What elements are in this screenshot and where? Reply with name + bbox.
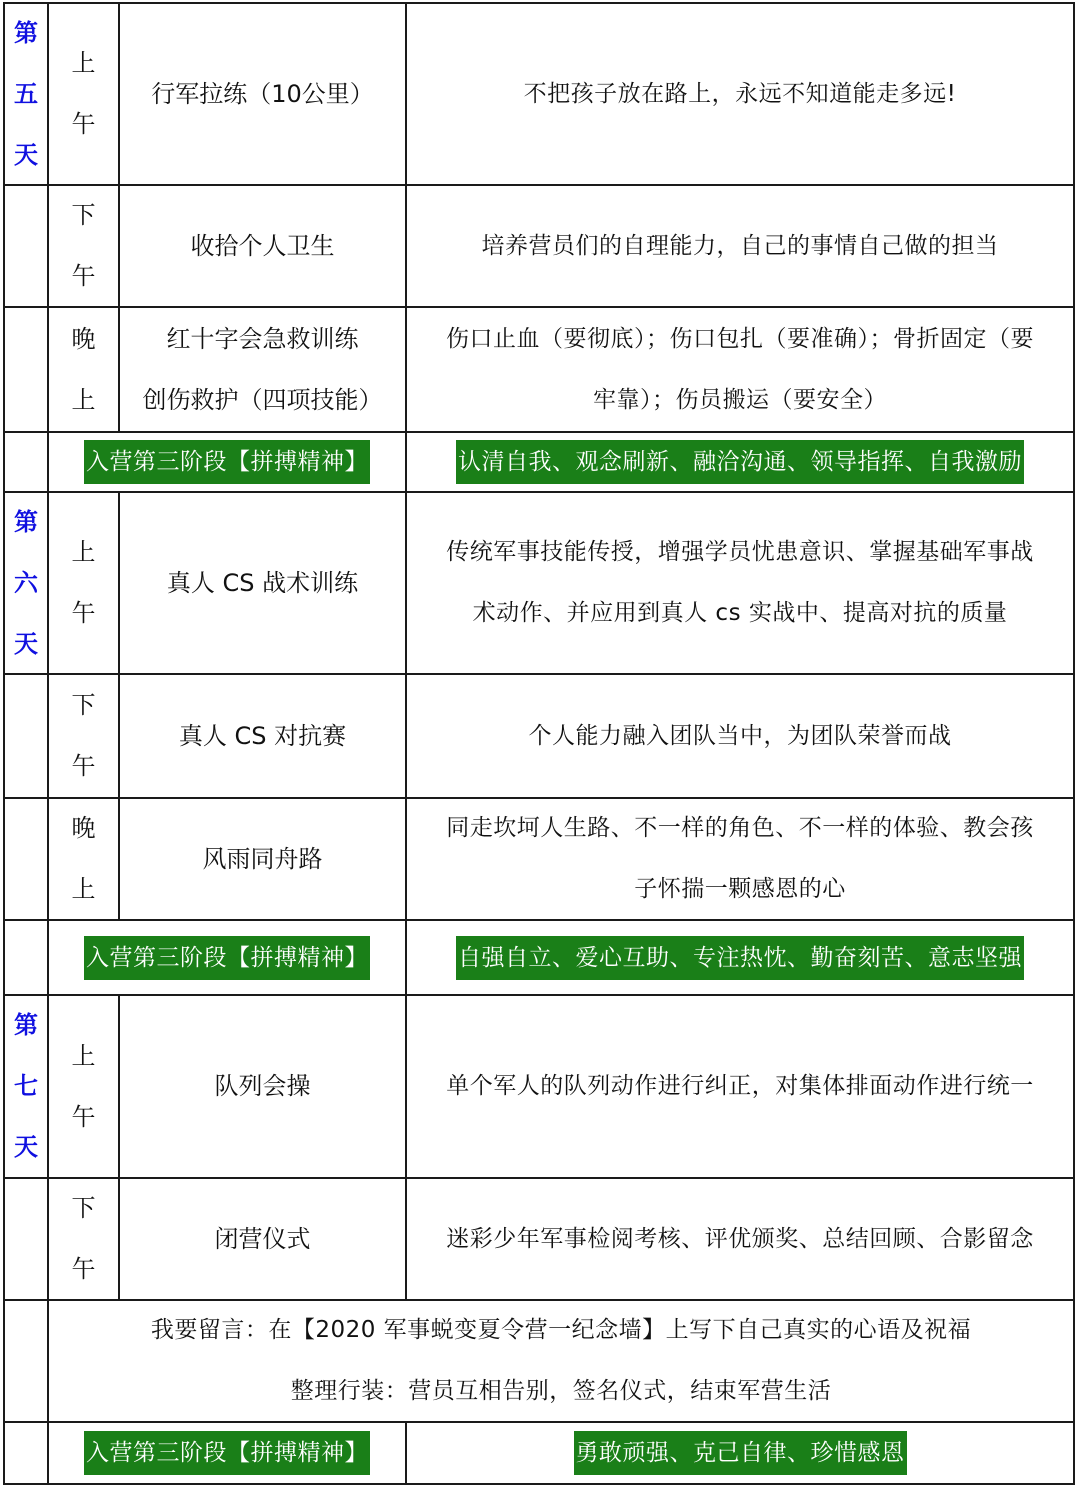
description-text: 同走坎坷人生路、不一样的角色、不一样的体验、教会孩 [446, 815, 1034, 841]
period-char: 午 [71, 262, 96, 290]
activity-cell [120, 1179, 405, 1299]
description-text: 个人能力融入团队当中，为团队荣誉而战 [528, 722, 952, 749]
closing-note: 我要留言：在【2020 军事蜕变夏令营一纪念墙】上写下自己真实的心语及祝福 [150, 1317, 972, 1343]
description-text: 伤口止血（要彻底）；伤口包扎（要准确）；骨折固定（要 [446, 325, 1034, 352]
period-afternoon [49, 186, 118, 306]
period-afternoon [49, 1179, 118, 1299]
period-morning [49, 493, 118, 673]
activity-text: 红十字会急救训练 [166, 324, 359, 353]
description-text: 牢靠）；伤员搬运（要安全） [593, 386, 887, 413]
period-char: 下 [71, 201, 96, 229]
period-char: 午 [71, 110, 96, 138]
description-cell [407, 996, 1073, 1177]
description-cell [407, 799, 1073, 919]
activity-cell [120, 493, 405, 673]
activity-text: 队列会操 [214, 1072, 311, 1100]
table-border [3, 2, 5, 1485]
description-cell [407, 308, 1073, 431]
stage-label-cell [49, 433, 405, 491]
description-cell [407, 675, 1073, 797]
activity-text: 真人 CS 战术训练 [166, 568, 359, 597]
activity-cell [120, 186, 405, 306]
day-char: 天 [14, 629, 38, 658]
period-char: 上 [71, 538, 96, 566]
description-text: 迷彩少年军事检阅考核、评优颁奖、总结回顾、合影留念 [446, 1225, 1034, 1252]
description-cell [407, 4, 1073, 184]
closing-notes-cell [49, 1301, 1073, 1421]
period-evening [49, 799, 118, 919]
activity-text: 创伤救护（四项技能） [142, 385, 383, 414]
day-label-6 [5, 493, 47, 673]
period-char: 午 [71, 1102, 96, 1131]
description-cell [407, 493, 1073, 673]
period-evening [49, 308, 118, 431]
stage-label-cell [49, 921, 405, 994]
stage-summary-badge: 认清自我、观念刷新、融洽沟通、领导指挥、自我激励 [456, 440, 1024, 484]
stage-badge: 入营第三阶段【拼搏精神】 [84, 936, 370, 980]
activity-text: 风雨同舟路 [202, 844, 323, 873]
stage-summary-cell [407, 1423, 1073, 1483]
closing-note: 整理行装：营员互相告别，签名仪式，结束军营生活 [290, 1378, 832, 1404]
period-char: 午 [71, 1255, 96, 1283]
day-char: 第 [14, 1011, 38, 1039]
stage-badge: 入营第三阶段【拼搏精神】 [84, 1431, 370, 1475]
period-char: 晚 [71, 814, 96, 842]
description-text: 术动作、并应用到真人 cs 实战中、提高对抗的质量 [472, 600, 1008, 626]
activity-cell [120, 996, 405, 1177]
day-char: 第 [14, 507, 38, 536]
period-char: 上 [71, 49, 96, 77]
stage-summary-badge: 自强自立、爱心互助、专注热忱、勤奋刻苦、意志坚强 [456, 936, 1024, 980]
description-text: 不把孩子放在路上，永远不知道能走多远! [523, 80, 957, 107]
day-char: 七 [14, 1072, 38, 1100]
stage-badge: 入营第三阶段【拼搏精神】 [84, 440, 370, 484]
period-afternoon [49, 675, 118, 797]
period-char: 上 [71, 875, 96, 903]
period-char: 午 [71, 599, 96, 627]
description-text: 子怀揣一颗感恩的心 [634, 876, 846, 902]
activity-text: 闭营仪式 [214, 1224, 311, 1253]
description-text: 单个军人的队列动作进行纠正，对集体排面动作进行统一 [446, 1073, 1034, 1099]
day-label-5 [5, 4, 47, 184]
description-text: 传统军事技能传授，增强学员忧患意识、掌握基础军事战 [446, 539, 1034, 565]
activity-cell [120, 799, 405, 919]
activity-text: 真人 CS 对抗赛 [178, 721, 347, 750]
period-char: 下 [71, 691, 96, 719]
period-morning [49, 4, 118, 184]
period-morning [49, 996, 118, 1177]
day-char: 五 [14, 79, 38, 108]
day-label-7 [5, 996, 47, 1177]
period-char: 上 [71, 385, 96, 414]
period-char: 下 [71, 1194, 96, 1222]
description-text: 培养营员们的自理能力，自己的事情自己做的担当 [481, 232, 999, 259]
table-border [1073, 2, 1075, 1485]
activity-text: 收拾个人卫生 [190, 231, 335, 260]
activity-text: 行军拉练（10公里） [151, 79, 374, 108]
period-char: 午 [71, 752, 96, 780]
period-char: 晚 [71, 324, 96, 353]
day-char: 天 [14, 1133, 38, 1161]
stage-summary-badge: 勇敢顽强、克己自律、珍惜感恩 [574, 1431, 907, 1475]
stage-label-cell [49, 1423, 405, 1483]
day-char: 天 [14, 140, 38, 169]
day-char: 第 [14, 18, 38, 47]
description-cell [407, 186, 1073, 306]
activity-cell [120, 675, 405, 797]
stage-summary-cell [407, 433, 1073, 491]
activity-cell [120, 4, 405, 184]
activity-cell [120, 308, 405, 431]
period-char: 上 [71, 1041, 96, 1070]
stage-summary-cell [407, 921, 1073, 994]
table-border [3, 1483, 1075, 1485]
description-cell [407, 1179, 1073, 1299]
day-char: 六 [14, 568, 38, 597]
